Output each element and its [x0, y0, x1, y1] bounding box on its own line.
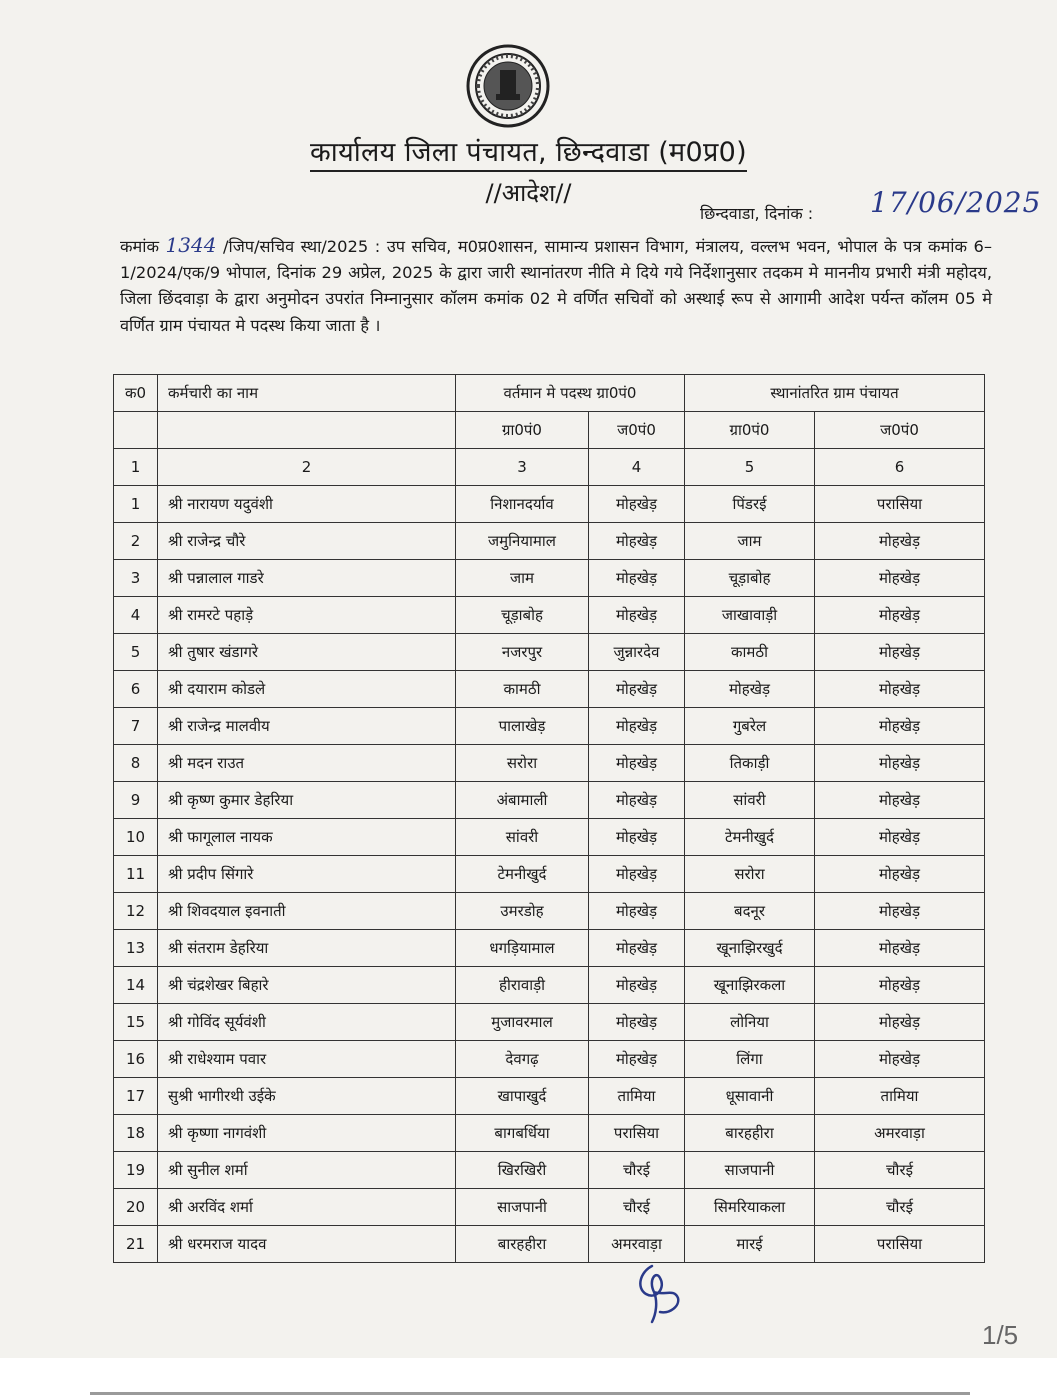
column-number: 6: [815, 449, 985, 486]
row-sno: 17: [114, 1078, 158, 1115]
row-current-gp: जमुनियामाल: [456, 523, 589, 560]
order-body-text: /जिप/सचिव स्था/2025 : उप सचिव, म0प्र0शासन, सामान्य प्रशासन विभाग, मंत्रालय, वल्लभ भवन, भोपाल के पत्र कमांक 6–1/2024/एक/9 भोपाल, दिनांक 29 अप्रेल, 2025 के द्वारा जारी स्थानांतरण नीति मे दिये गये निर्देशानुसार तदकम मे माननीय प्रभारी मंत्री महोदय, जिला छिंदवाड़ा के द्वारा अनुमोदन उपरांत निम्नानुसार कॉलम कमांक 02 मे वर्णित सचिवों को अस्थाई रूप से आगामी आदेश पर्यन्त कॉलम 05 मे वर्णित ग्राम पंचायत मे पदस्थ किया जाता है ।: [120, 237, 992, 335]
row-employee-name: श्री पन्नालाल गाडरे: [158, 560, 456, 597]
row-current-jp: परासिया: [589, 1115, 685, 1152]
transfer-table-body: [114, 486, 985, 1263]
row-new-jp: मोहखेड़: [815, 523, 985, 560]
row-employee-name: श्री फागूलाल नायक: [158, 819, 456, 856]
row-sno: 2: [114, 523, 158, 560]
row-sno: 15: [114, 1004, 158, 1041]
table-subheader-row: [114, 412, 985, 449]
row-employee-name: श्री धरमराज यादव: [158, 1226, 456, 1263]
row-sno: 9: [114, 782, 158, 819]
column-number: 3: [456, 449, 589, 486]
office-title-text: कार्यालय जिला पंचायत, छिन्दवाडा (म0प्र0): [310, 137, 747, 172]
table-row: [114, 782, 985, 819]
government-emblem-seal: [466, 44, 550, 128]
row-current-jp: मोहखेड़: [589, 523, 685, 560]
row-new-jp: अमरवाड़ा: [815, 1115, 985, 1152]
handwritten-date: 17/06/2025: [870, 186, 1042, 219]
row-new-gp: कामठी: [685, 634, 815, 671]
row-new-gp: बदनूर: [685, 893, 815, 930]
row-employee-name: श्री सुनील शर्मा: [158, 1152, 456, 1189]
row-employee-name: श्री राजेन्द्र मालवीय: [158, 708, 456, 745]
row-new-gp: लिंगा: [685, 1041, 815, 1078]
table-row: [114, 856, 985, 893]
subheader-gp: ग्रा0पं0: [456, 412, 589, 449]
row-current-gp: नजरपुर: [456, 634, 589, 671]
table-row: [114, 597, 985, 634]
row-current-gp: पालाखेड़: [456, 708, 589, 745]
row-employee-name: सुश्री भागीरथी उईके: [158, 1078, 456, 1115]
row-current-jp: जुन्नारदेव: [589, 634, 685, 671]
table-row: [114, 486, 985, 523]
row-new-gp: जाम: [685, 523, 815, 560]
table-row: [114, 708, 985, 745]
row-employee-name: श्री कृष्णा नागवंशी: [158, 1115, 456, 1152]
viewer-divider: [90, 1392, 970, 1395]
row-sno: 5: [114, 634, 158, 671]
row-employee-name: श्री तुषार खंडागरे: [158, 634, 456, 671]
row-current-gp: साजपानी: [456, 1189, 589, 1226]
row-new-gp: गुबरेल: [685, 708, 815, 745]
row-current-jp: मोहखेड़: [589, 486, 685, 523]
row-current-gp: अंबामाली: [456, 782, 589, 819]
row-employee-name: श्री प्रदीप सिंगारे: [158, 856, 456, 893]
row-sno: 12: [114, 893, 158, 930]
row-new-gp: सांवरी: [685, 782, 815, 819]
row-sno: 20: [114, 1189, 158, 1226]
row-employee-name: श्री कृष्ण कुमार डेहरिया: [158, 782, 456, 819]
row-current-jp: चौरई: [589, 1152, 685, 1189]
column-number: 2: [158, 449, 456, 486]
row-employee-name: श्री दयाराम कोडले: [158, 671, 456, 708]
row-current-jp: मोहखेड़: [589, 597, 685, 634]
row-sno: 6: [114, 671, 158, 708]
row-current-jp: मोहखेड़: [589, 708, 685, 745]
row-new-jp: मोहखेड़: [815, 893, 985, 930]
table-row: [114, 1004, 985, 1041]
row-current-gp: निशानदर्याव: [456, 486, 589, 523]
row-new-jp: चौरई: [815, 1189, 985, 1226]
row-new-jp: तामिया: [815, 1078, 985, 1115]
row-current-jp: मोहखेड़: [589, 819, 685, 856]
row-employee-name: श्री राजेन्द्र चौरे: [158, 523, 456, 560]
row-employee-name: श्री अरविंद शर्मा: [158, 1189, 456, 1226]
row-current-gp: हीरावाड़ी: [456, 967, 589, 1004]
row-new-gp: सिमरियाकला: [685, 1189, 815, 1226]
table-row: [114, 745, 985, 782]
row-sno: 1: [114, 486, 158, 523]
row-employee-name: श्री शिवदयाल इवनाती: [158, 893, 456, 930]
row-new-jp: मोहखेड़: [815, 782, 985, 819]
order-number-prefix: कमांक: [120, 237, 159, 256]
header-name: कर्मचारी का नाम: [158, 375, 456, 412]
row-new-gp: खूनाझिरकला: [685, 967, 815, 1004]
row-current-jp: मोहखेड़: [589, 930, 685, 967]
row-new-jp: मोहखेड़: [815, 597, 985, 634]
row-new-jp: मोहखेड़: [815, 819, 985, 856]
table-row: [114, 1078, 985, 1115]
row-current-jp: मोहखेड़: [589, 967, 685, 1004]
row-current-gp: बागबर्धिया: [456, 1115, 589, 1152]
row-sno: 4: [114, 597, 158, 634]
row-new-jp: चौरई: [815, 1152, 985, 1189]
table-row: [114, 1041, 985, 1078]
table-header-row: [114, 375, 985, 412]
row-sno: 11: [114, 856, 158, 893]
handwritten-signature: [630, 1258, 690, 1328]
row-new-jp: परासिया: [815, 486, 985, 523]
subheader-jp: ज0पं0: [589, 412, 685, 449]
row-employee-name: श्री राधेश्याम पवार: [158, 1041, 456, 1078]
table-row: [114, 1115, 985, 1152]
row-employee-name: श्री रामरटे पहाड़े: [158, 597, 456, 634]
row-current-jp: मोहखेड़: [589, 671, 685, 708]
column-number: 1: [114, 449, 158, 486]
header-current-posting: वर्तमान मे पदस्थ ग्रा0पं0: [456, 375, 685, 412]
table-row: [114, 560, 985, 597]
row-new-jp: मोहखेड़: [815, 671, 985, 708]
row-sno: 19: [114, 1152, 158, 1189]
subheader-empty: [158, 412, 456, 449]
row-current-jp: मोहखेड़: [589, 893, 685, 930]
row-current-jp: मोहखेड़: [589, 1041, 685, 1078]
row-current-gp: उमरडोह: [456, 893, 589, 930]
row-current-jp: मोहखेड़: [589, 1004, 685, 1041]
row-current-gp: सांवरी: [456, 819, 589, 856]
order-title: //आदेश//: [485, 179, 572, 207]
table-row: [114, 967, 985, 1004]
row-sno: 10: [114, 819, 158, 856]
handwritten-order-number: 1344: [165, 233, 217, 257]
row-current-gp: बारहहीरा: [456, 1226, 589, 1263]
row-current-jp: मोहखेड़: [589, 782, 685, 819]
row-current-gp: जाम: [456, 560, 589, 597]
row-new-gp: सरोरा: [685, 856, 815, 893]
row-current-gp: देवगढ़: [456, 1041, 589, 1078]
subheader-empty: [114, 412, 158, 449]
header-sno: क0: [114, 375, 158, 412]
row-current-jp: चौरई: [589, 1189, 685, 1226]
row-new-jp: मोहखेड़: [815, 1004, 985, 1041]
row-new-gp: पिंडरई: [685, 486, 815, 523]
table-row: [114, 1226, 985, 1263]
row-sno: 3: [114, 560, 158, 597]
row-new-gp: चूड़ाबोह: [685, 560, 815, 597]
row-new-jp: मोहखेड़: [815, 930, 985, 967]
row-sno: 21: [114, 1226, 158, 1263]
row-new-gp: मोहखेड़: [685, 671, 815, 708]
row-current-gp: खापाखुर्द: [456, 1078, 589, 1115]
row-current-gp: कामठी: [456, 671, 589, 708]
row-current-gp: सरोरा: [456, 745, 589, 782]
row-sno: 7: [114, 708, 158, 745]
row-current-jp: तामिया: [589, 1078, 685, 1115]
column-number: 5: [685, 449, 815, 486]
row-new-gp: बारहहीरा: [685, 1115, 815, 1152]
row-new-gp: टेमनीखुर्द: [685, 819, 815, 856]
row-new-jp: मोहखेड़: [815, 967, 985, 1004]
office-title: [0, 132, 1057, 169]
row-new-jp: मोहखेड़: [815, 560, 985, 597]
row-current-jp: मोहखेड़: [589, 856, 685, 893]
row-new-jp: मोहखेड़: [815, 634, 985, 671]
row-current-gp: टेमनीखुर्द: [456, 856, 589, 893]
row-sno: 18: [114, 1115, 158, 1152]
row-employee-name: श्री मदन राउत: [158, 745, 456, 782]
table-row: [114, 634, 985, 671]
row-current-jp: मोहखेड़: [589, 745, 685, 782]
row-current-gp: मुजावरमाल: [456, 1004, 589, 1041]
transfer-table: [113, 374, 985, 1263]
date-label: छिन्दवाडा, दिनांक :: [700, 204, 814, 223]
row-employee-name: श्री गोविंद सूर्यवंशी: [158, 1004, 456, 1041]
row-new-jp: परासिया: [815, 1226, 985, 1263]
subheader-jp: ज0पं0: [815, 412, 985, 449]
table-row: [114, 1189, 985, 1226]
column-number: 4: [589, 449, 685, 486]
row-employee-name: श्री नारायण यदुवंशी: [158, 486, 456, 523]
row-current-jp: अमरवाड़ा: [589, 1226, 685, 1263]
row-employee-name: श्री चंद्रशेखर बिहारे: [158, 967, 456, 1004]
row-new-jp: मोहखेड़: [815, 708, 985, 745]
row-new-jp: मोहखेड़: [815, 745, 985, 782]
row-current-gp: खिरखिरी: [456, 1152, 589, 1189]
table-row: [114, 930, 985, 967]
header-transferred-posting: स्थानांतरित ग्राम पंचायत: [685, 375, 985, 412]
row-new-gp: धूसावानी: [685, 1078, 815, 1115]
row-new-jp: मोहखेड़: [815, 856, 985, 893]
row-new-gp: तिकाड़ी: [685, 745, 815, 782]
row-current-gp: चूड़ाबोह: [456, 597, 589, 634]
row-current-jp: मोहखेड़: [589, 560, 685, 597]
table-row: [114, 1152, 985, 1189]
subheader-gp: ग्रा0पं0: [685, 412, 815, 449]
row-sno: 13: [114, 930, 158, 967]
row-new-gp: खूनाझिरखुर्द: [685, 930, 815, 967]
row-sno: 8: [114, 745, 158, 782]
row-new-gp: लोनिया: [685, 1004, 815, 1041]
column-number-row: [114, 449, 985, 486]
row-employee-name: श्री संतराम डेहरिया: [158, 930, 456, 967]
row-new-gp: साजपानी: [685, 1152, 815, 1189]
table-row: [114, 893, 985, 930]
order-body-paragraph: [120, 232, 992, 339]
table-row: [114, 523, 985, 560]
row-new-gp: मारई: [685, 1226, 815, 1263]
table-row: [114, 819, 985, 856]
table-row: [114, 671, 985, 708]
row-sno: 16: [114, 1041, 158, 1078]
row-sno: 14: [114, 967, 158, 1004]
page-indicator: 1/5: [982, 1320, 1019, 1350]
row-current-gp: धगड़ियामाल: [456, 930, 589, 967]
row-new-gp: जाखावाड़ी: [685, 597, 815, 634]
row-new-jp: मोहखेड़: [815, 1041, 985, 1078]
